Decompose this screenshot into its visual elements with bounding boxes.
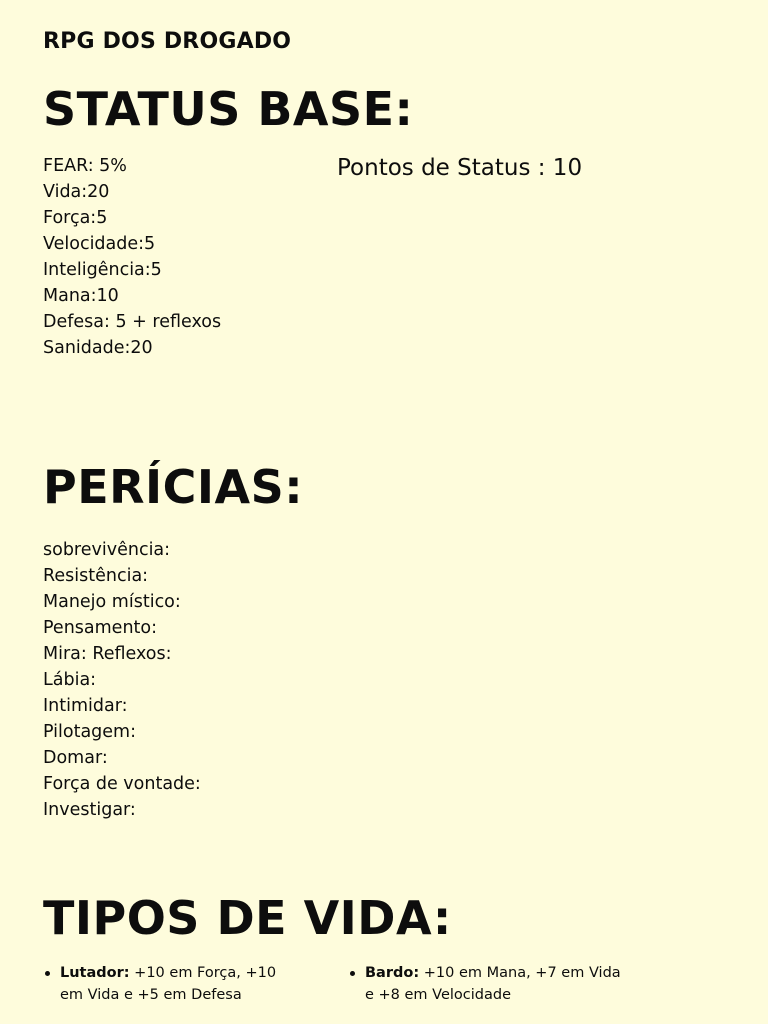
pericia-item: Lábia: — [43, 670, 97, 690]
class-description: +10 em Força, +10 em Vida e +5 em Defesa — [60, 965, 277, 1003]
class-description: +10 em Mana, +7 em Vida e +8 em Velocidade — [365, 965, 621, 1003]
bullet-icon — [350, 971, 355, 976]
bullet-icon — [45, 971, 50, 976]
class-item-bardo — [350, 962, 630, 1006]
class-list-right — [350, 962, 630, 1006]
class-list-left — [45, 962, 300, 1006]
pericia-item: Manejo místico: — [43, 592, 181, 612]
status-item-velocidade: Velocidade:5 — [43, 234, 156, 254]
pericia-item: Pilotagem: — [43, 722, 137, 742]
status-item-mana: Mana:10 — [43, 286, 119, 306]
status-item-forca: Força:5 — [43, 208, 108, 228]
status-base-heading: STATUS BASE: — [43, 82, 414, 136]
pericia-item: Intimidar: — [43, 696, 128, 716]
status-item-defesa: Defesa: 5 + reflexos — [43, 312, 222, 332]
status-item-fear: FEAR: 5% — [43, 156, 127, 176]
document-title: RPG DOS DROGADO — [43, 29, 292, 54]
class-item-lutador — [45, 962, 300, 1006]
pericia-item: Domar: — [43, 748, 108, 768]
status-points: Pontos de Status : 10 — [337, 155, 583, 181]
pericia-item: sobrevivência: — [43, 540, 171, 560]
pericia-item: Força de vontade: — [43, 774, 201, 794]
status-item-sanidade: Sanidade:20 — [43, 338, 153, 358]
pericia-item: Resistência: — [43, 566, 149, 586]
pericia-item: Pensamento: — [43, 618, 157, 638]
class-name: Bardo: — [365, 965, 420, 981]
tipos-de-vida-heading: TIPOS DE VIDA: — [43, 891, 452, 945]
pericia-item: Mira: Reflexos: — [43, 644, 172, 664]
pericias-heading: PERÍCIAS: — [43, 460, 304, 514]
class-name: Lutador: — [60, 965, 130, 981]
status-item-vida: Vida:20 — [43, 182, 110, 202]
status-item-inteligencia: Inteligência:5 — [43, 260, 162, 280]
pericia-item: Investigar: — [43, 800, 136, 820]
status-list — [43, 153, 221, 361]
pericias-list — [43, 537, 201, 823]
